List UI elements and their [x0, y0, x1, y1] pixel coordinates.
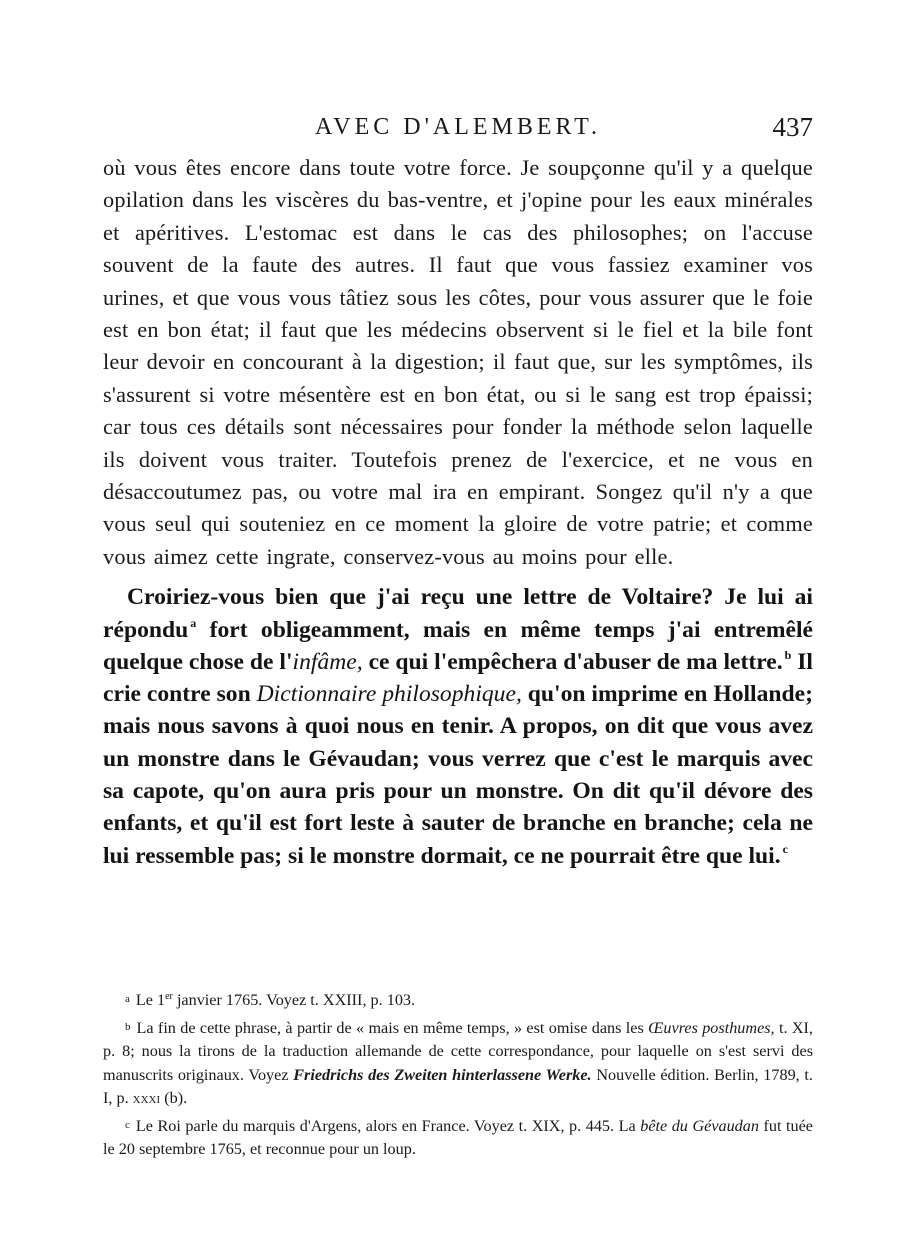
- fn-c-text-2: fut tuée le 20 septembre 1765, et reconnue pour un loup.: [103, 1116, 813, 1158]
- fn-a-text-2: janvier 1765. Voyez t. XXIII, p. 103.: [172, 991, 416, 1009]
- roman-numeral: xxxi: [132, 1089, 161, 1107]
- infame-word: infâme,: [292, 648, 363, 675]
- p2-text-3: ce qui l'empêchera d'abuser de ma lettre.: [362, 648, 783, 675]
- footnote-ref-a[interactable]: a: [190, 615, 197, 630]
- fn-c-text-1: Le Roi parle du marquis d'Argens, alors en France. Voyez t. XIX, p. 445. La: [135, 1116, 641, 1135]
- footnote-ref-b[interactable]: b: [784, 647, 792, 662]
- p2-text-5: qu'on imprime en Hollande; mais nous savons à quoi nous en tenir. A propos, on dit que vous avez un monstre dans le Gévaudan; vous verrez que c'est le marquis avec sa capote, qu'on aura pris pour un monstre. On dit qu'il dévore des enfants, et qu'il est fort leste à sauter de branche en branche; cela ne lui ressemble pas; si le monstre dormait, ce ne pourrait être que lui.: [103, 681, 813, 869]
- paragraph-continuation: où vous êtes encore dans toute votre force. Je soupçonne qu'il y a quelque opilation dans les viscères du bas-ventre, et j'opine pour les eaux minérales et apéritives. L'estomac est dans le cas des philosophes; on l'accuse souvent de la faute des autres. Il faut que vous fassiez examiner vos urines, et que vous vous tâtiez sous les côtes, pour vous assurer que le foie est en bon état; il faut que les médecins observent si le fiel et la bile font leur devoir en concourant à la digestion; il faut que, sur les symptômes, ils s'assurent si votre mésentère est en bon état, ou si le sang est trop épaissi; car tous ces détails sont nécessaires pour fonder la méthode selon laquelle ils doivent vous traiter. Toutefois prenez de l'exercice, et ne vous en désaccoutumez pas, ou votre mal ira en empirant. Songez qu'il n'y a que vous seul qui souteniez en ce moment la gloire de votre patrie; et comme vous aimez cette ingrate, conservez-vous au moins pour elle.: [103, 155, 813, 569]
- body-text: [103, 152, 813, 872]
- footnote-mark-b: b: [125, 1020, 131, 1033]
- footnote-ref-c[interactable]: c: [782, 841, 788, 856]
- friedrichs-title: Friedrichs des Zweiten hinterlassene Werke.: [293, 1065, 592, 1084]
- paragraph-voltaire: [103, 581, 813, 872]
- footnote-mark-a: a: [125, 993, 130, 1005]
- fn-a-text-1: Le 1: [135, 991, 166, 1009]
- p2-text-2: fort obligeamment, mais en même temps j'ai entremêlé quelque chose de l': [103, 616, 813, 675]
- fn-b-text-2: t. XI, p. 8; nous la tirons de la traduction allemande de cette correspondance, pour laquelle on s'est servi des manuscrits originaux. Voyez: [103, 1018, 813, 1084]
- page-number: 437: [772, 112, 813, 142]
- fn-a-ordinal: er: [165, 991, 173, 1002]
- p2-text-4: Il crie contre son: [103, 648, 813, 708]
- page-header: [103, 108, 813, 148]
- oeuvres-title: Œuvres posthumes,: [648, 1018, 775, 1037]
- fn-b-text-1: La fin de cette phrase, à partir de « mais en même temps, » est omise dans les: [136, 1018, 649, 1037]
- footnote-b: [103, 1016, 813, 1111]
- footnote-c: [103, 1114, 813, 1162]
- p2-text-1: Croiriez-vous bien que j'ai reçu une lettre de Voltaire? Je lui ai répondu: [103, 584, 813, 643]
- running-head: AVEC D'ALEMBERT.: [315, 114, 601, 140]
- fn-b-text-4: (b).: [160, 1089, 188, 1107]
- footnotes: [103, 985, 813, 1165]
- bete-title: bête du Gévaudan: [640, 1116, 759, 1135]
- dictionnaire-title: Dictionnaire philosophique,: [256, 681, 522, 708]
- footnote-a: [103, 985, 813, 1013]
- footnote-mark-c: c: [125, 1118, 130, 1131]
- fn-b-text-3: Nouvelle édition. Berlin, 1789, t. I, p.: [103, 1065, 813, 1107]
